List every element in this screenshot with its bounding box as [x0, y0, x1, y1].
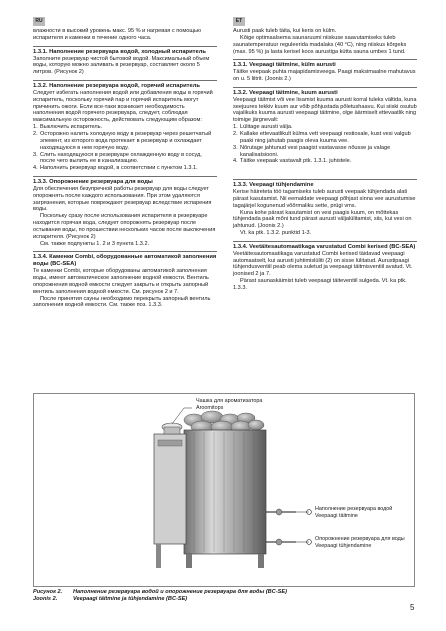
et-section-1-3-2 [233, 87, 417, 165]
ru-section-1-3-3 [33, 176, 217, 247]
water-tank [154, 434, 186, 544]
ru-paragraph: См. также подпункты 1. 2 и 3 пункта 1.3.2. [40, 240, 150, 247]
caption-number-ru: Рисунок 2. [33, 589, 63, 595]
ru-paragraph: Заполните резервуар чистой бытовой водой. Максимальный объем воды, которую можно заливать в резервуар, составляет около 5 литров. (Рисунок 2) [33, 55, 210, 76]
estonian-column [233, 28, 417, 292]
ru-paragraph: Поскольку сразу после использования испарителя в резервуаре находится горячая вода, следует опорожнять резервуар после остывания воды, по прошествии нескольких часов после выключения испарителя. (Рисунок 2) [33, 213, 216, 240]
page-number: 5 [410, 603, 415, 612]
et-section-title: 1.3.1. Veepaagi täitmine, külm aurusti [233, 62, 336, 69]
ru-section-1-3-2 [33, 80, 217, 172]
ru-steps-list [33, 124, 217, 172]
lang-tag-ru: RU [33, 17, 45, 26]
heater-body [184, 430, 266, 554]
list-item: 3. Слить находящуюся в резервуаре охлажденную воду в сосуд, после чего вылить ее в канализацию. [33, 151, 202, 165]
et-paragraph: Kerise häireteta töö tagamiseks tuleb aurusti veepaak tühjendada alati pärast kasutamist. Nii eemaldate veepaagi põhjast sinna vee aurustumise tagajärjel kogunenud võõrmaliku sette, prügi vms. [233, 189, 416, 209]
list-item: 4. Наполнить резервуар водой, в соответствии с пунктом 1.3.1. [33, 165, 198, 172]
ru-intro: влажности в высокий уровень макс. 95 % и нагревая с помощью испарителя и каменки в течение одного часа. [33, 28, 202, 41]
ru-paragraph: После принятия сауны необходимо перекрыть запорный вентиль заполнения водной емкости. См. также поз. 1.3.3. [33, 295, 211, 309]
et-paragraph: Pärast saunaskäimist tuleb veepaagi täiteventiil sulgeda. Vt. ka ptk. 1.3.3. [233, 278, 407, 291]
ru-section-title: 1.3.4. Каменки Combi, оборудованные автоматикой заполнения воды (BC-SEA) [33, 254, 217, 268]
et-intro: Kõige optimaalsema saunaruumi niiskuse saavutamiseks tuleb saunatemperatuur reguleerida madalaks (40 °C), ning niiskus kõrgeks (max. 95 %) ja lasta kerisel koos aurustiga kütta sauna umbes 1 tund. [233, 34, 407, 55]
list-item: 2. Осторожно налить холодную воду в резервуар через решетчатый элемент, из которого вода протекает в резервуар и охлаждает находящуюся в нем горячую воду. [33, 130, 212, 151]
ru-section-title: 1.3.3. Опорожнение резервуара для воды [33, 179, 153, 186]
heater-drawing [34, 394, 414, 586]
drain-valve-icon [266, 539, 296, 545]
ru-section-title: 1.3.1. Наполнение резервуара водой, холодный испаритель [33, 48, 206, 55]
et-steps-list [233, 124, 417, 165]
et-section-1-3-4 [233, 241, 417, 292]
ru-section-1-3-4 [33, 251, 217, 309]
lang-tag-et: ET [233, 17, 245, 26]
caption-number-et: Joonis 2. [33, 596, 58, 602]
list-item: 3. Nõrutage jahtunud vesi paagist vastavasse nõusse ja valage kanalisatsiooni. [233, 144, 391, 158]
et-section-1-3-3 [233, 179, 417, 237]
et-paragraph: Täitke veepaak puhta majapidamisveega. Paagi maksimaalne mahutavus on u. 5 liitrit. (Joonis 2.) [233, 69, 416, 83]
figure-2-heater-illustration [33, 393, 415, 587]
ru-paragraph: Следует избегать наполнения водой или добавления воды в горячий испаритель, поскольку горячий пар и горячий испаритель могут причинить ожоги. Если все-таки возникает необходимость наполнения водой горячего резервуара, следует, соблюдая максимальную осторожность, действовать следующим образом: [33, 89, 213, 124]
fill-valve-icon [266, 509, 296, 515]
list-item: 2. Kallake ettevaatlikult külma vett veepaagi restiosale, kust vesi valgub paaki ning jahutab paagis oleva kuuma vee. [233, 130, 411, 144]
russian-column [33, 28, 217, 309]
list-item: 1. Выключить испаритель. [33, 124, 103, 131]
caption-text-ru: Наполнение резервуара водой и опорожнение резервуара для воды (BC-SE) [73, 589, 287, 595]
et-paragraph: Vt. ka ptk. 1.3.2. punktid 1-3. [240, 230, 312, 237]
et-section-title: 1.3.4. Veetäitesautomaatikaga varustatud Combi kerised (BC-SEA) [233, 243, 416, 250]
et-section-1-3-1 [233, 59, 417, 83]
et-paragraph: Veepaagi täitmist või vee lisamist kuuma aurusti korral tuleks vältida, kuna seejuures tekkiv kuum aur võib põhjustada põletushaavu. Kui siiski osutub vajalikuks kuuma aurusti veepaagi täitmine, olge äärmiselt ettevaatlik ning toimige järgnevalt: [233, 96, 417, 124]
et-section-title: 1.3.2. Veepaagi täitmine, kuum aurusti [233, 89, 338, 96]
label-fill-tank: Наполнение резервуара водой Veepaagi täitmine [315, 506, 393, 519]
et-section-title: 1.3.3. Veepaagi tühjendamine [233, 182, 314, 189]
ru-section-1-3-1 [33, 46, 217, 76]
et-intro: Aurusti paak tuleb täita, kui keris on külm. [233, 28, 337, 34]
ru-paragraph: Для обеспечения безупречной работы резервуар для воды следует опорожнять после каждого использования. При этом удаляются загрязнения, которые повреждают резервуар вследствие испарения воды. [33, 185, 212, 213]
label-empty-tank: Опорожнение резервуара для воды Veepaagi tühjendamine [315, 536, 405, 549]
et-paragraph: Veetäitesautomaatikaga varustatud Combi kerised täidavad veepaagi automaatselt, kui aurusti juhtimislüliti (2) on sisse lülitatud. Aurustipaagi tühjendusventiil peab olema suletud ja veepaagi täitmisventiil avatud. Vt. joonised 2 ja 7. [233, 250, 413, 278]
ru-paragraph: Те каменки Combi, которые оборудованы автоматикой заполнения воды, имеют автоматическое заполнение водной емкости. Вентиль опорожнения водной емкости следует закрыть и открыть запорный вентиль заполнения водной емкости. См. рисунок 2 и 7. [33, 268, 209, 295]
caption-text-et: Veepaagi täitmine ja tühjendamine (BC-SE) [73, 596, 188, 602]
list-item: 1. Lülitage aurusti välja. [233, 124, 293, 131]
et-paragraph: Kuna kohe pärast kasutamist on vesi paagis kuum, on mõttekas tühjendada paak mõni tund pärast aurusti väljalülitamist, siis, kui vesi on jahtunud. (Joonis 2.) [233, 209, 412, 230]
list-item: 4. Täitke veepaak vastavalt ptk. 1.3.1. juhistele. [233, 158, 352, 165]
label-aroma-cup: Чашка для ароматизатора Aroomitops [196, 398, 263, 411]
ru-section-title: 1.3.2. Наполнение резервуара водой, горячий испаритель [33, 83, 200, 90]
figure-caption [33, 589, 413, 603]
